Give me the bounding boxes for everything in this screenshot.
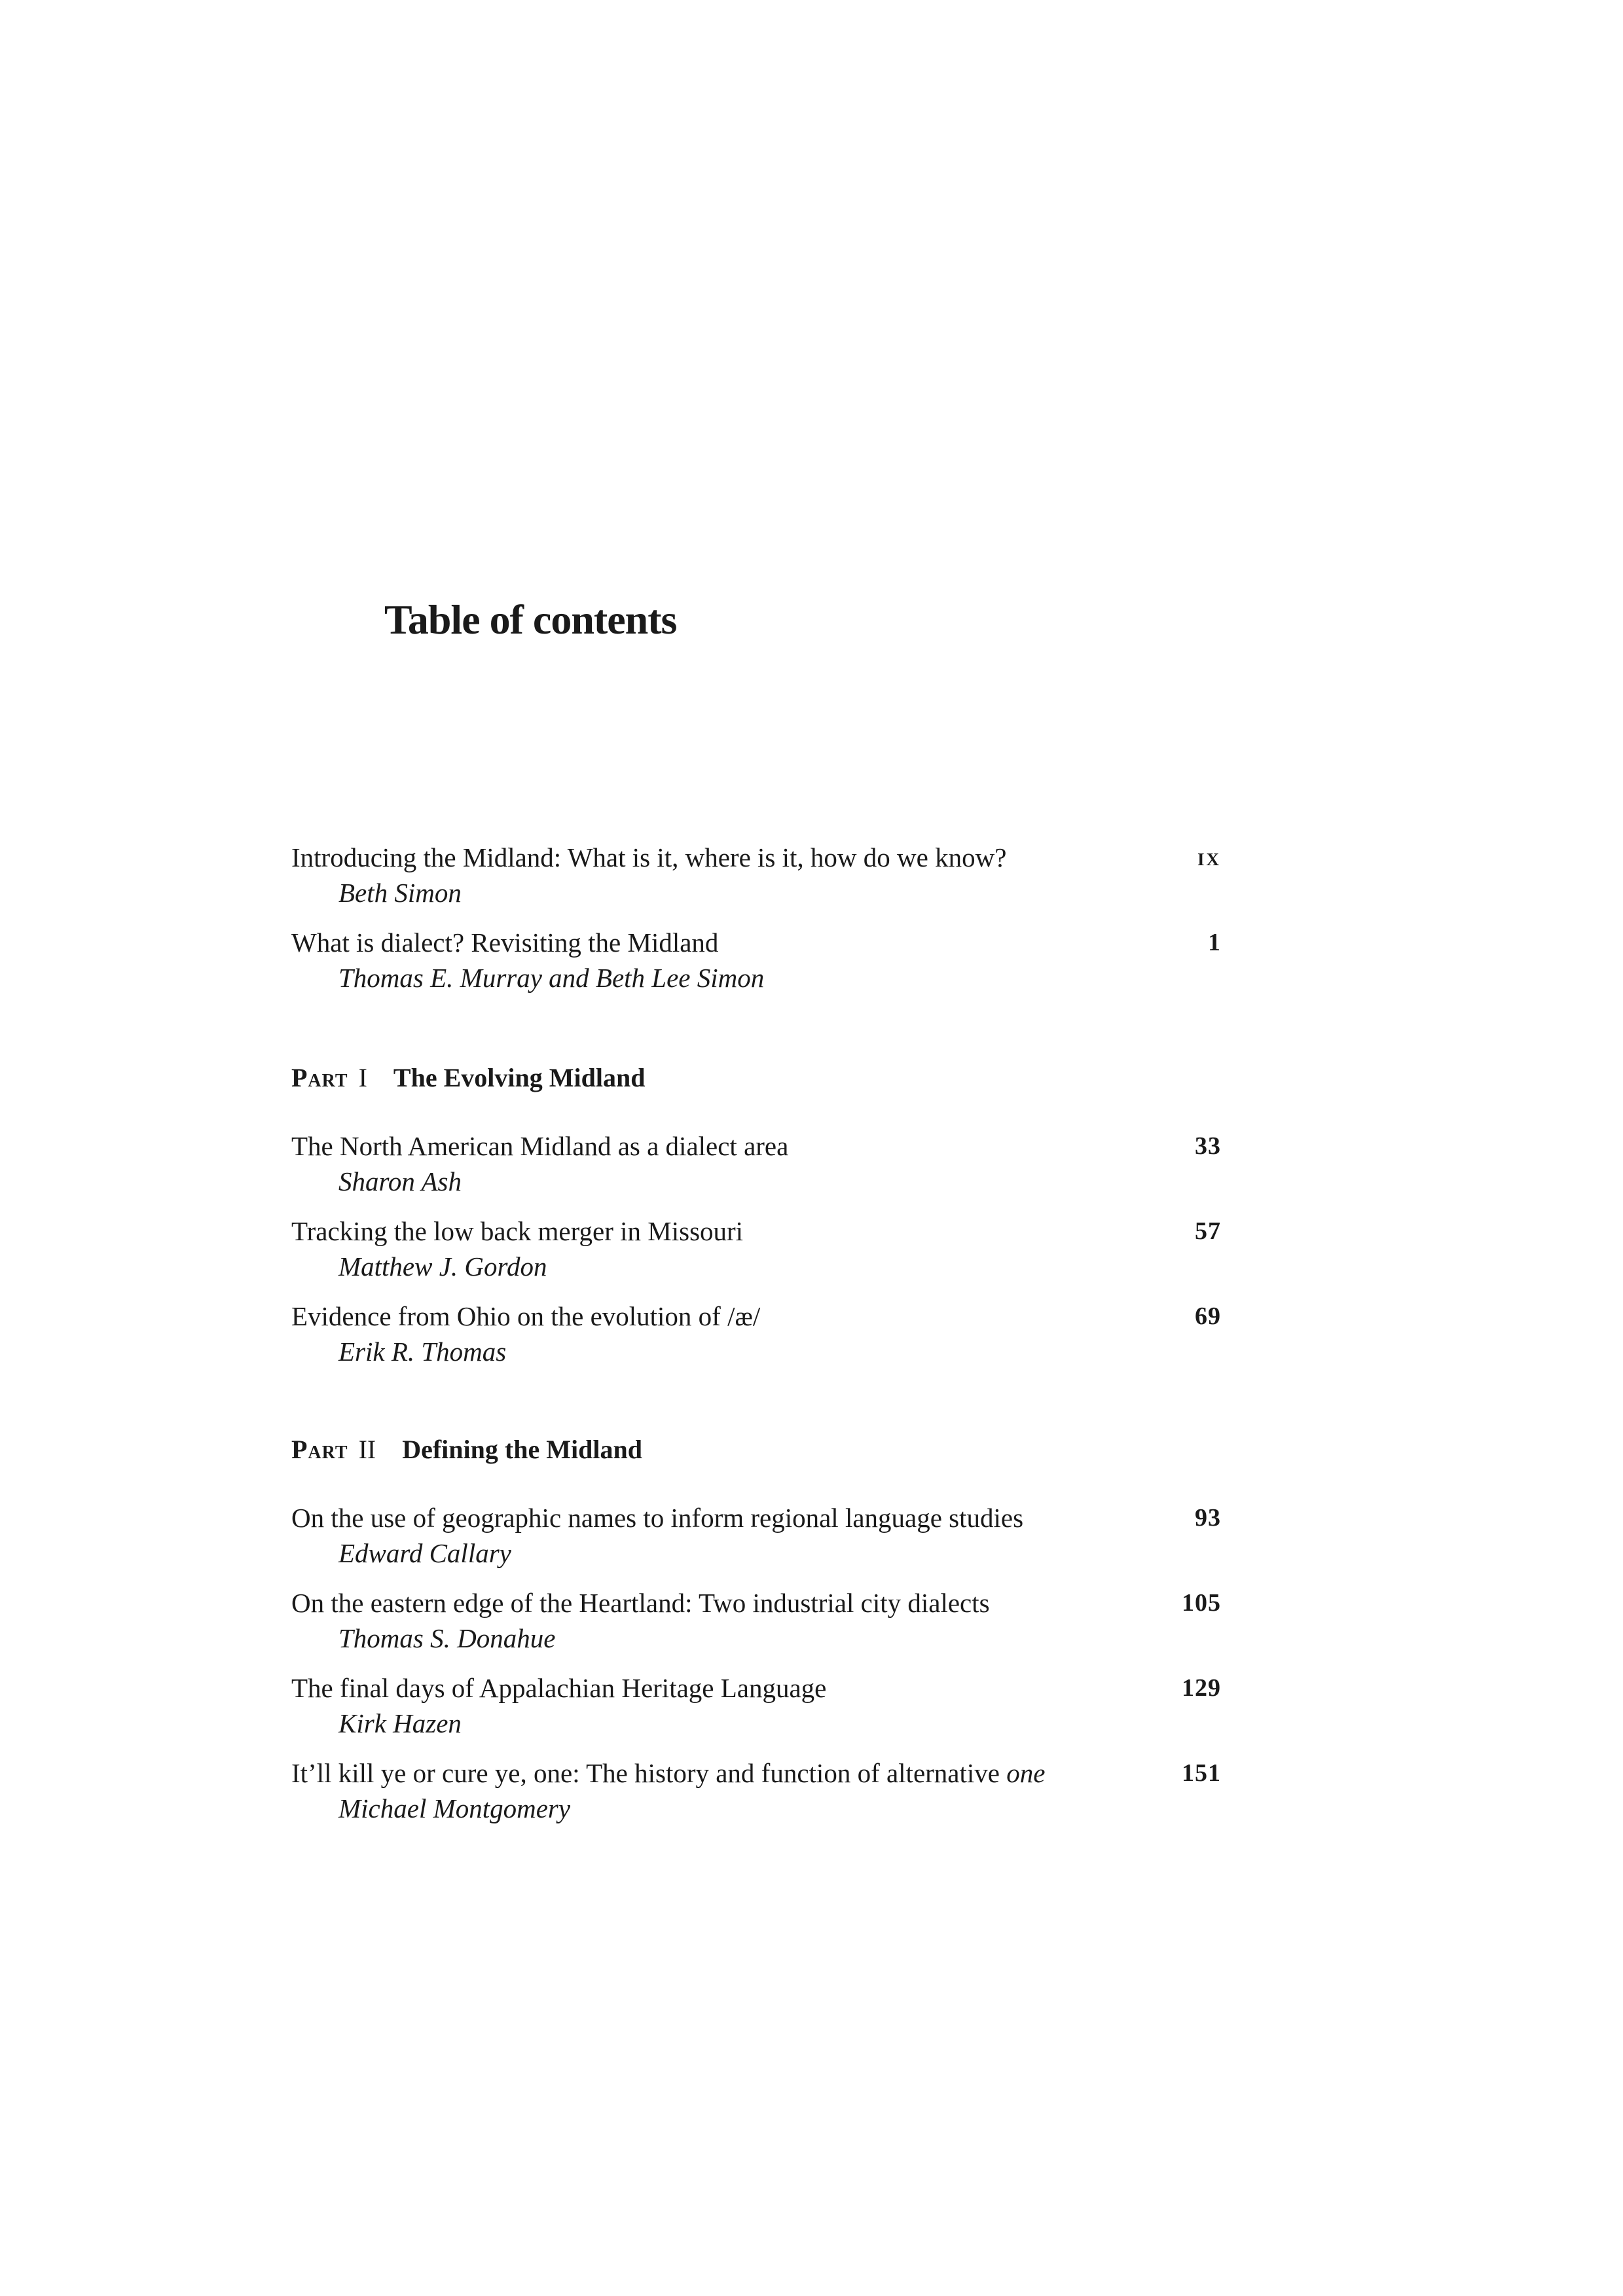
entry-page-number: 129 [1182, 1674, 1221, 1702]
entry-page-number: ix [1197, 844, 1221, 871]
toc-entry[interactable] [291, 1299, 1221, 1369]
page-title: Table of contents [384, 596, 677, 643]
entry-title: The final days of Appalachian Heritage Language [291, 1673, 827, 1703]
toc-entry[interactable] [291, 925, 1221, 996]
toc-entry[interactable] [291, 1500, 1221, 1585]
toc-entry[interactable] [291, 1670, 1221, 1755]
entry-page-number: 33 [1195, 1132, 1221, 1160]
entry-page-number: 151 [1182, 1759, 1221, 1787]
toc-entry[interactable] [291, 1128, 1221, 1213]
entry-title: Evidence from Ohio on the evolution of /æ/ [291, 1301, 761, 1331]
entry-title [291, 1755, 1221, 1791]
part-label: Part [291, 1435, 348, 1464]
toc-entry[interactable] [291, 1213, 1221, 1299]
entry-title: What is dialect? Revisiting the Midland [291, 927, 719, 958]
part-number: I [358, 1063, 367, 1092]
entry-author: Kirk Hazen [338, 1708, 462, 1738]
entry-page-number: 57 [1195, 1217, 1221, 1245]
toc-part-2-section [291, 1500, 1221, 1826]
toc-entry[interactable] [291, 840, 1221, 925]
entry-title-italic: one [1006, 1758, 1046, 1788]
part-title: Defining the Midland [402, 1435, 642, 1464]
entry-title: Introducing the Midland: What is it, where is it, how do we know? [291, 842, 1007, 872]
entry-title: On the use of geographic names to inform regional language studies [291, 1503, 1024, 1533]
part-label: Part [291, 1063, 348, 1092]
entry-page-number: 69 [1195, 1302, 1221, 1330]
entry-author: Edward Callary [338, 1538, 511, 1568]
entry-title: On the eastern edge of the Heartland: Two industrial city dialects [291, 1588, 990, 1618]
entry-author: Michael Montgomery [338, 1793, 571, 1823]
part-heading-1 [291, 1060, 1221, 1096]
toc-front-section [291, 840, 1221, 996]
entry-page-number: 93 [1195, 1504, 1221, 1532]
toc-entry[interactable] [291, 1755, 1221, 1826]
entry-author: Matthew J. Gordon [338, 1251, 547, 1282]
entry-author: Thomas S. Donahue [338, 1623, 556, 1653]
entry-page-number: 105 [1182, 1589, 1221, 1617]
part-number: II [358, 1435, 376, 1464]
toc-entry[interactable] [291, 1585, 1221, 1670]
part-heading-2 [291, 1432, 1221, 1467]
entry-author: Erik R. Thomas [338, 1336, 507, 1367]
toc-part-1-section [291, 1128, 1221, 1369]
entry-title: Tracking the low back merger in Missouri [291, 1216, 744, 1246]
entry-author: Sharon Ash [338, 1166, 462, 1196]
entry-author: Beth Simon [338, 878, 462, 908]
entry-title: The North American Midland as a dialect area [291, 1131, 789, 1161]
entry-page-number: 1 [1208, 929, 1221, 956]
entry-author: Thomas E. Murray and Beth Lee Simon [338, 963, 765, 993]
part-title: The Evolving Midland [393, 1063, 646, 1092]
entry-title-text: It’ll kill ye or cure ye, one: The history and function of alternative [291, 1758, 1000, 1788]
